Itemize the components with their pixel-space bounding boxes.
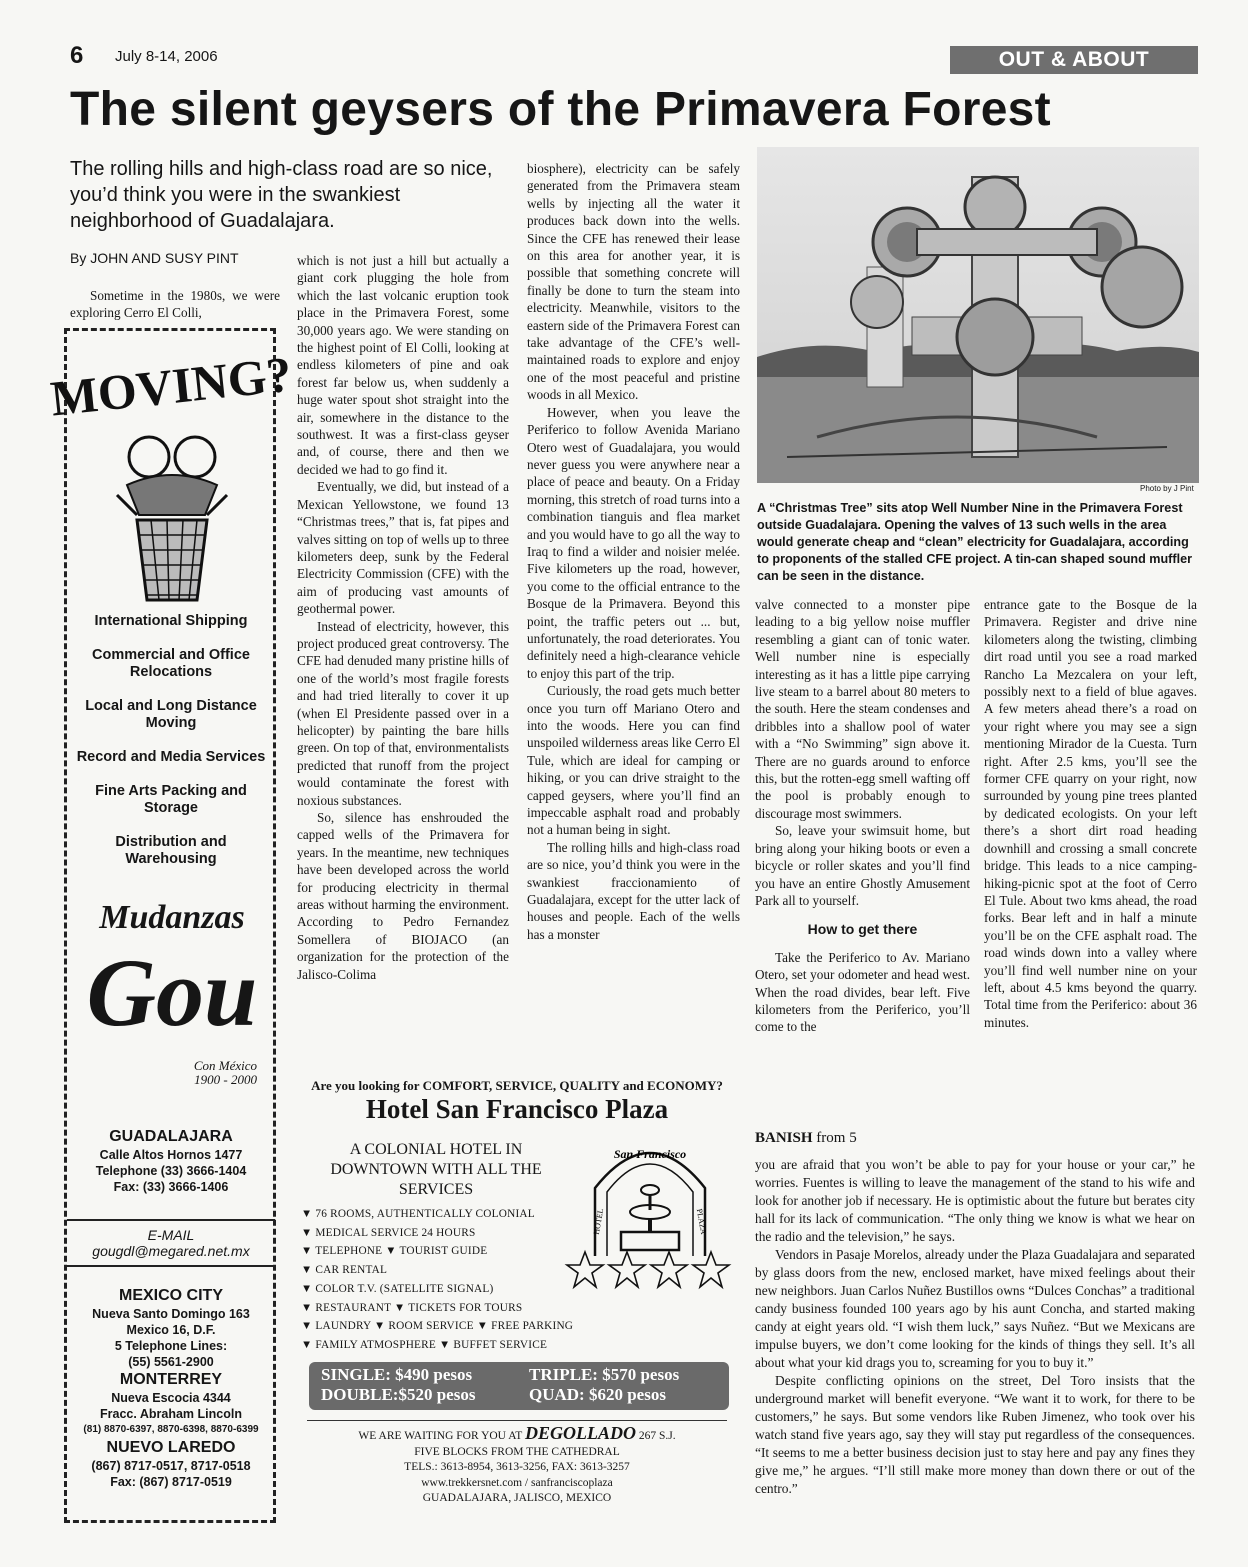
hotel-ad [297,1070,737,1520]
logo-right-text: PLAZA [694,1208,709,1236]
paragraph: valve connected to a monster pipe leading to a big yellow noise muffler resembling a giant can of tonic water. Well number nine is especially interesting as it has a little pipe carrying live steam to a barrel about 80 meters to the south. Here the steam condenses and dribbles into a shallow pool of water with a “No Swimming” sign above it. There are no guards around to enforce this, but the rotten-egg smell wafting off the pool is probably enough to discourage most swimmers. [755,597,970,821]
amenities-list [301,1205,573,1355]
service-item: Record and Media Services [76,749,266,765]
article-column-3 [527,160,740,943]
tagline-years: 1900 - 2000 [194,1072,257,1087]
service-item: International Shipping [94,613,248,629]
jump-title: BANISH [755,1130,813,1146]
office-guadalajara [69,1127,273,1195]
street-number: 267 S.J. [638,1430,676,1442]
rates-box [309,1362,729,1410]
hotel-name: Hotel San Francisco Plaza [365,1094,669,1124]
hotel-tagline: A COLONIAL HOTEL IN DOWNTOWN WITH ALL THE SERVICES [330,1141,542,1198]
office-fax: Fax: (33) 3666-1406 [113,1180,229,1194]
amenity: ▼ TELEPHONE ▼ TOURIST GUIDE [301,1245,488,1258]
moving-logo-text: MOVING? [47,345,295,427]
paragraph: Eventually, we did, but instead of a Mexican Yellowstone, we found 13 “Christmas trees,” that is, fat pipes and valves sitting on top of wells up to three kilometers deep, sunk by the Federal Electricity Commission (CFE) with the aim of producing vast amounts of geothermal power. [297,479,509,617]
photo-credit: Photo by J Pint [1140,484,1194,493]
photo-caption: A “Christmas Tree” sits atop Well Number Nine in the Primavera Forest outside Guadalajara. Opening the valves of 13 such wells in the area would generate cheap and “clean” electricity for Guadalajara, according to proponents of the stalled CFE project. A tin-can shaped sound muffler can be seen in the distance. [757,501,1192,583]
paragraph: Curiously, the road gets much better once you turn off Mariano Otero and into the woods. Here you can find unspoiled wilderness areas like Cerro El Tule, which are ideal for camping or hiking, or you can drive straight to the capped geysers, where you’ll find an impeccable asphalt road and probably not a human being in sight. [527,683,740,838]
logo-top-text: San Francisco [613,1147,687,1161]
subhead: How to get there [807,921,918,938]
moving-illustration [47,345,295,615]
office-phone: Telephone (33) 3666-1404 [95,1164,247,1178]
amenity: ▼ LAUNDRY ▼ ROOM SERVICE ▼ FREE PARKING [301,1320,574,1333]
paragraph: biosphere), electricity can be safely generated from the Primavera steam wells by injecting all the water it produces back down into the wells. Since the CFE has renewed their lease on this area for another year, it is possible that something concrete will finally be done to turn the steam into electricity. Meanwhile, visitors to the eastern side of the Primavera Forest can take advantage of the CFE’s well-maintained roads to explore and enjoy one of the most peaceful and pristine woods in all Mexico. [527,161,740,403]
paragraph: which is not just a hill but actually a giant cork plugging the hole from which the last volcanic eruption took place in the Primavera Forest, some 30,000 years ago. We were standing on the highest point of El Colli, looking at endless kilometers of pine and oak forest far below us, when suddenly a huge water spout shot straight into the air, somewhere in the distance to the southwest. It was a first-class geyser and, of course, there and then we decided we had to go find it. [297,253,509,477]
section-banner [950,46,1198,74]
paragraph: Take the Periferico to Av. Mariano Otero, set your odometer and head west. When the road divides, bear left. Five kilometers from the Periferico, you’ll come to the [755,949,970,1035]
amenity: ▼ CAR RENTAL [301,1264,388,1277]
email-address[interactable]: gougdl@megared.net.mx [92,1243,250,1259]
section-title: OUT & ABOUT [998,48,1150,71]
hotel-question: Are you looking for COMFORT, SERVICE, QUALITY and ECONOMY? [311,1078,723,1093]
street-name: DEGOLLADO [524,1423,636,1443]
jump-from: from 5 [812,1130,857,1146]
amenity: ▼ MEDICAL SERVICE 24 HOURS [301,1226,476,1239]
office-address: Mexico 16, D.F. [126,1323,216,1337]
blocks-text: FIVE BLOCKS FROM THE CATHEDRAL [414,1445,620,1458]
hotel-website[interactable]: www.trekkersnet.com / sanfranciscoplaza [421,1476,613,1489]
paragraph: So, leave your swimsuit home, but bring along your hiking boots or even a bicycle or roller skates and you’ll find you have an entire Ghostly Amusement Park all to yourself. [755,823,970,908]
page-number: 6 [70,42,84,69]
office-mexico-city [69,1286,273,1490]
service-item: Local and Long Distance Moving [85,698,257,731]
article-column-4 [755,596,970,1036]
office-phone: (867) 8717-0517, 8717-0518 [91,1459,251,1473]
office-phone: (81) 8870-6397, 8870-6398, 8870-6399 [83,1424,259,1435]
rate-quad: QUAD: $620 pesos [529,1385,666,1404]
office-city: NUEVO LAREDO [106,1439,236,1456]
office-city: MEXICO CITY [118,1287,223,1304]
office-city: GUADALAJARA [109,1128,233,1145]
office-address: Fracc. Abraham Lincoln [100,1407,242,1421]
hotel-logo [575,1128,725,1258]
moving-services [73,613,269,885]
office-address: Nueva Escocia 4344 [111,1391,231,1405]
well-photo [757,147,1199,483]
deck: The rolling hills and high-class road are so nice, you’d think you were in the swankiest neighborhood of Guadalajara. [70,158,493,232]
divider [307,1420,727,1421]
rate-double: DOUBLE:$520 pesos [321,1385,476,1404]
article-column-5 [984,596,1197,1031]
issue-date: July 8-14, 2006 [115,48,218,65]
paragraph: However, when you leave the Periferico to follow Avenida Mariano Otero west of Guadalajara, you would never guess you were anywhere near a place of peace and beauty. On a Friday morning, this stretch of road turns into a combination tianguis and flea market and you would have to go all the way to Iraq to find a wilder and noisier melée. Five kilometers up the road, however, you come to the official entrance to the Bosque de la Primavera. Beyond this point, the traffic peters out ... but, unfortunately, the road deteriorates. You definitely need a high-clearance vehicle to enjoy this part of the trip. [527,404,740,681]
office-address: Calle Altos Hornos 1477 [99,1148,243,1162]
rate-single: SINGLE: $490 pesos [321,1365,473,1384]
brand-tagline [157,1059,257,1087]
logo-left-text: HOTEL [591,1207,606,1236]
office-lines: 5 Telephone Lines: [114,1339,228,1353]
paragraph: Instead of electricity, however, this project produced great controversy. The CFE had denuded many pristine hills of one of the world’s most fragile forests and had tried literally to cover it up (when El Presidente passed over in a helicopter) by painting the bare hills green. On top of that, environmentalists predicted that runoff from the project would contaminate the forest with noxious substances. [297,618,509,808]
hotel-phones: TELS.: 3613-8954, 3613-3256, FAX: 3613-3257 [404,1461,630,1473]
paragraph: Sometime in the 1980s, we were exploring Cerro El Colli, [70,288,280,321]
headline: The silent geysers of the Primavera Forest [70,83,1051,136]
amenity: ▼ FAMILY ATMOSPHERE ▼ BUFFET SERVICE [301,1338,548,1351]
brand-gou: Gou [86,939,258,1046]
office-address: Nueva Santo Domingo 163 [92,1307,250,1321]
paragraph: Vendors in Pasaje Morelos, already under the Plaza Guadalajara and separated by glass doors from the new, enclosed market, have mixed feelings about their new neighbors. Juan Carlos Nuñez Bustillos owns “Dulces Conchas” a traditional candy business founded 100 years ago by his aunt Concha, and started making candy at eight years old. “I wish them luck,” says Nuñez. “But we Mexicans are impulse buyers, we don’t come looking for the kinds of things they sell. It’s all about what your kid drags you to, screaming for you to buy it.” [755,1247,1195,1370]
waiting-text: WE ARE WAITING FOR YOU AT [358,1430,523,1442]
office-phone: (55) 5561-2900 [128,1355,214,1369]
rating-stars [565,1250,735,1290]
amenity: ▼ 76 ROOMS, AUTHENTICALLY COLONIAL [301,1208,535,1220]
office-fax: Fax: (867) 8717-0519 [110,1475,232,1489]
paragraph: entrance gate to the Bosque de la Primavera. Register and drive nine kilometers along the twisting, climbing dirt road until you see a road marked Rancho La Mezcalera on your left, possibly next to a field of blue agaves. A few meters ahead there’s a road on your right where you may see a sign mentioning Mirador de la Cuesta. Turn right. After 2.5 kms, you’ll see the former CFE quarry on your right, now surrounded by young pine trees planted by dedicated ecologists. On your left there’s a short dirt road heading downhill and crossing a small concrete bridge. This leads to a nice camping-hiking-picnic spot at the foot of Cerro El Tule. About two kms ahead, the road forks. Bear left and in half a minute you’ll be on the CFE asphalt road. The road winds down into a valley where you’ll find well number nine on your left, about 4.5 kms beyond the quarry. Total time from the Periferico: about 36 minutes. [984,597,1197,1030]
rate-triple: TRIPLE: $570 pesos [529,1365,680,1384]
service-item: Commercial and Office Relocations [92,647,250,680]
brand-mudanzas: Mudanzas [99,899,245,936]
hotel-location: GUADALAJARA, JALISCO, MEXICO [422,1492,612,1504]
hotel-address [307,1423,727,1507]
article-column-1 [70,287,280,322]
paragraph: Despite conflicting opinions on the street, Del Toro insists that the underground market will benefit everyone. “We want it to work, for there to be customers,” he says. But some vendors like Ruben Jimenez, who took over his watch stand five years ago, say they will stay put regardless of the consequences. “It seems to me a better business decision just to stay here and pay any fines they give me,” he argues. “I’ll still make more money than down there or out of the centro.” [755,1373,1195,1496]
service-item: Distribution and Warehousing [115,834,227,867]
office-city: MONTERREY [119,1371,223,1388]
moving-ad [47,328,295,1523]
email-block [67,1219,275,1267]
paragraph: So, silence has enshrouded the capped wells of the Primavera for years. In the meantime, new techniques have been developed across the world for producing electricity in thermal areas without harming the environment. According to Pedro Fernandez Somellera of BIOJACO (an organization for the protection of the Jalisco-Colima [297,810,509,982]
amenity: ▼ COLOR T.V. (SATELLITE SIGNAL) [301,1282,494,1295]
tagline-text: Con México [193,1058,257,1073]
article-column-2 [297,252,509,983]
byline: By JOHN AND SUSY PINT [70,250,239,266]
paragraph: you are afraid that you won’t be able to pay for your house or your car,” he worries. Fuentes is willing to leave the management of the stand to his wife and look for another job if necessary. He is optimistic about the future but berates city hall for its lack of communication. “The only thing we know is what we hear on the radio and the television,” he says. [755,1157,1195,1244]
banish-article [755,1156,1195,1498]
banish-jumpline [755,1130,857,1147]
amenity: ▼ RESTAURANT ▼ TICKETS FOR TOURS [301,1301,523,1314]
email-label: E-MAIL [147,1227,195,1243]
paragraph: The rolling hills and high-class road are so nice, you’d think you were in the swankiest fraccionamiento of Guadalajara, except for the utter lack of houses and people. Each of the wells has a monster [527,839,740,942]
service-item: Fine Arts Packing and Storage [95,783,247,816]
